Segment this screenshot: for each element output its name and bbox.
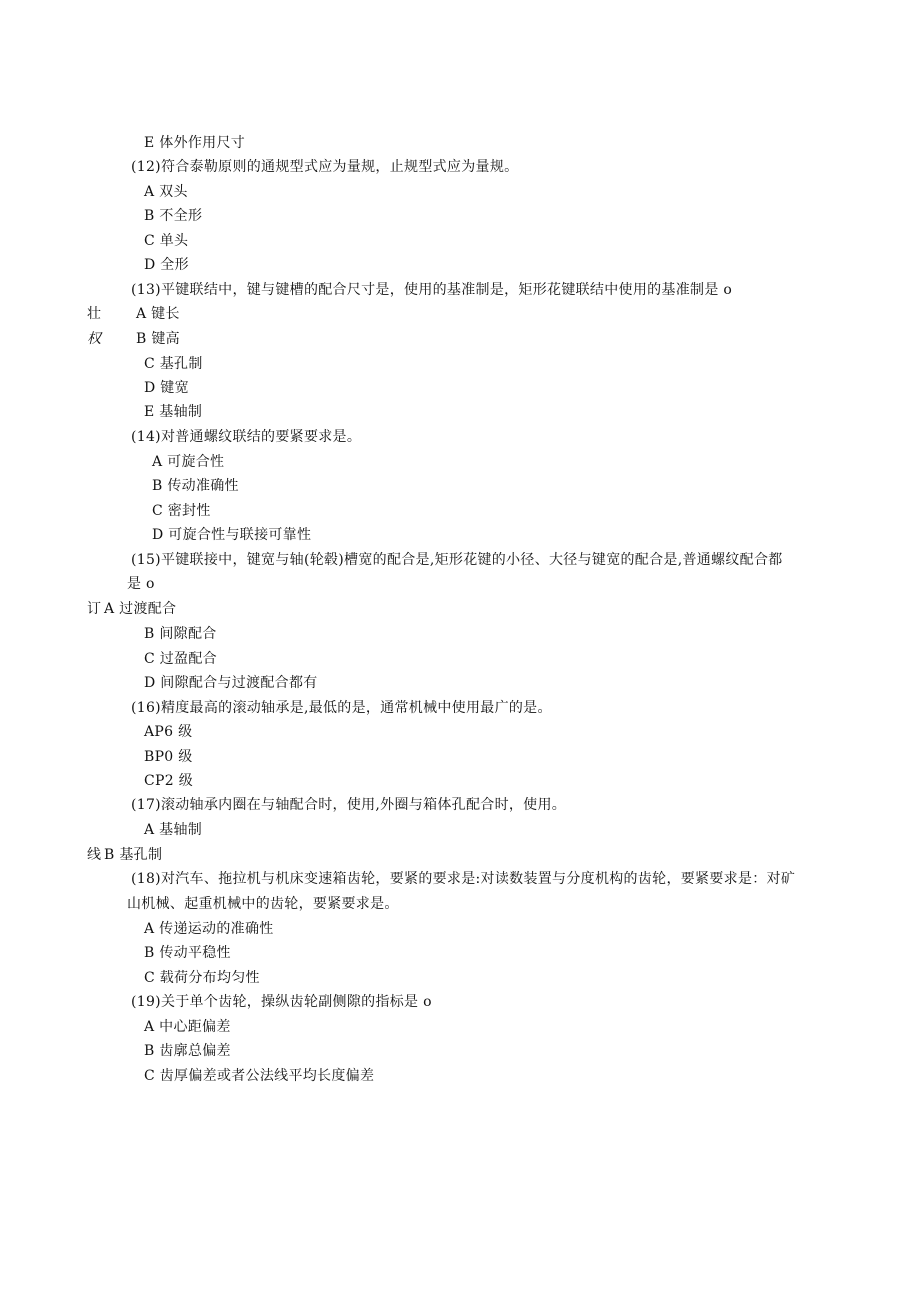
option-line: E 基轴制: [144, 404, 203, 420]
question-line: (17)滚动轴承内圈在与轴配合时，使用,外圈与箱体孔配合时，使用。: [131, 797, 567, 813]
option-line: A 中心距偏差: [144, 1019, 231, 1035]
option-line: C 过盈配合: [144, 651, 217, 667]
option-line: D 间隙配合与过渡配合都有: [144, 675, 318, 691]
option-line: B 传动平稳性: [144, 945, 231, 961]
binding-margin-mark: 订: [87, 601, 101, 617]
option-line: B 传动准确性: [152, 478, 239, 494]
option-line: D 可旋合性与联接可靠性: [152, 527, 312, 543]
option-line: B 键高: [136, 331, 180, 347]
option-line: B 不全形: [144, 208, 203, 224]
question-line: (16)精度最高的滚动轴承是,最低的是，通常机械中使用最广的是。: [131, 700, 552, 716]
option-line: D 键宽: [144, 380, 189, 396]
option-line: A 可旋合性: [152, 454, 225, 470]
option-line: B 间隙配合: [144, 626, 217, 642]
option-line: B 基孔制: [104, 847, 163, 863]
option-line: A 基轴制: [144, 822, 203, 838]
binding-margin-mark: 线: [87, 847, 101, 863]
option-line: C 齿厚偏差或者公法线平均长度偏差: [144, 1068, 375, 1084]
question-line: (14)对普通螺纹联结的要紧要求是。: [131, 429, 362, 445]
option-line: A 过渡配合: [104, 601, 177, 617]
binding-margin-mark: 壮: [87, 306, 101, 322]
option-line: A 传递运动的准确性: [144, 921, 274, 937]
question-continuation: 山机械、起重机械中的齿轮，要紧要求是。: [127, 896, 399, 912]
option-line: D 全形: [144, 257, 189, 273]
question-line: (19)关于单个齿轮，操纵齿轮副侧隙的指标是 o: [131, 994, 432, 1010]
binding-margin-mark: 权: [87, 331, 101, 347]
option-line: C 密封性: [152, 503, 211, 519]
question-line: (12)符合泰勒原则的通规型式应为量规，止规型式应为量规。: [131, 159, 519, 175]
option-line: BP0 级: [144, 749, 193, 765]
option-line: E 体外作用尺寸: [144, 135, 246, 151]
option-line: B 齿廓总偏差: [144, 1043, 231, 1059]
question-line: (13)平键联结中，键与键槽的配合尺寸是，使用的基准制是，矩形花键联结中使用的基准制是 o: [131, 282, 733, 298]
option-line: AP6 级: [144, 724, 193, 740]
question-line: (18)对汽车、拖拉机与机床变速箱齿轮，要紧的要求是:对读数装置与分度机构的齿轮，要紧要求是：对矿: [131, 871, 796, 887]
option-line: A 键长: [136, 306, 180, 322]
question-line: (15)平键联接中，键宽与轴(轮毂)槽宽的配合是,矩形花键的小径、大径与键宽的配合是,普通螺纹配合都: [131, 552, 783, 568]
option-line: C 单头: [144, 233, 189, 249]
option-line: A 双头: [144, 184, 188, 200]
option-line: CP2 级: [144, 773, 193, 789]
option-line: C 载荷分布均匀性: [144, 970, 260, 986]
option-line: C 基孔制: [144, 356, 203, 372]
question-continuation: 是 o: [127, 576, 155, 592]
